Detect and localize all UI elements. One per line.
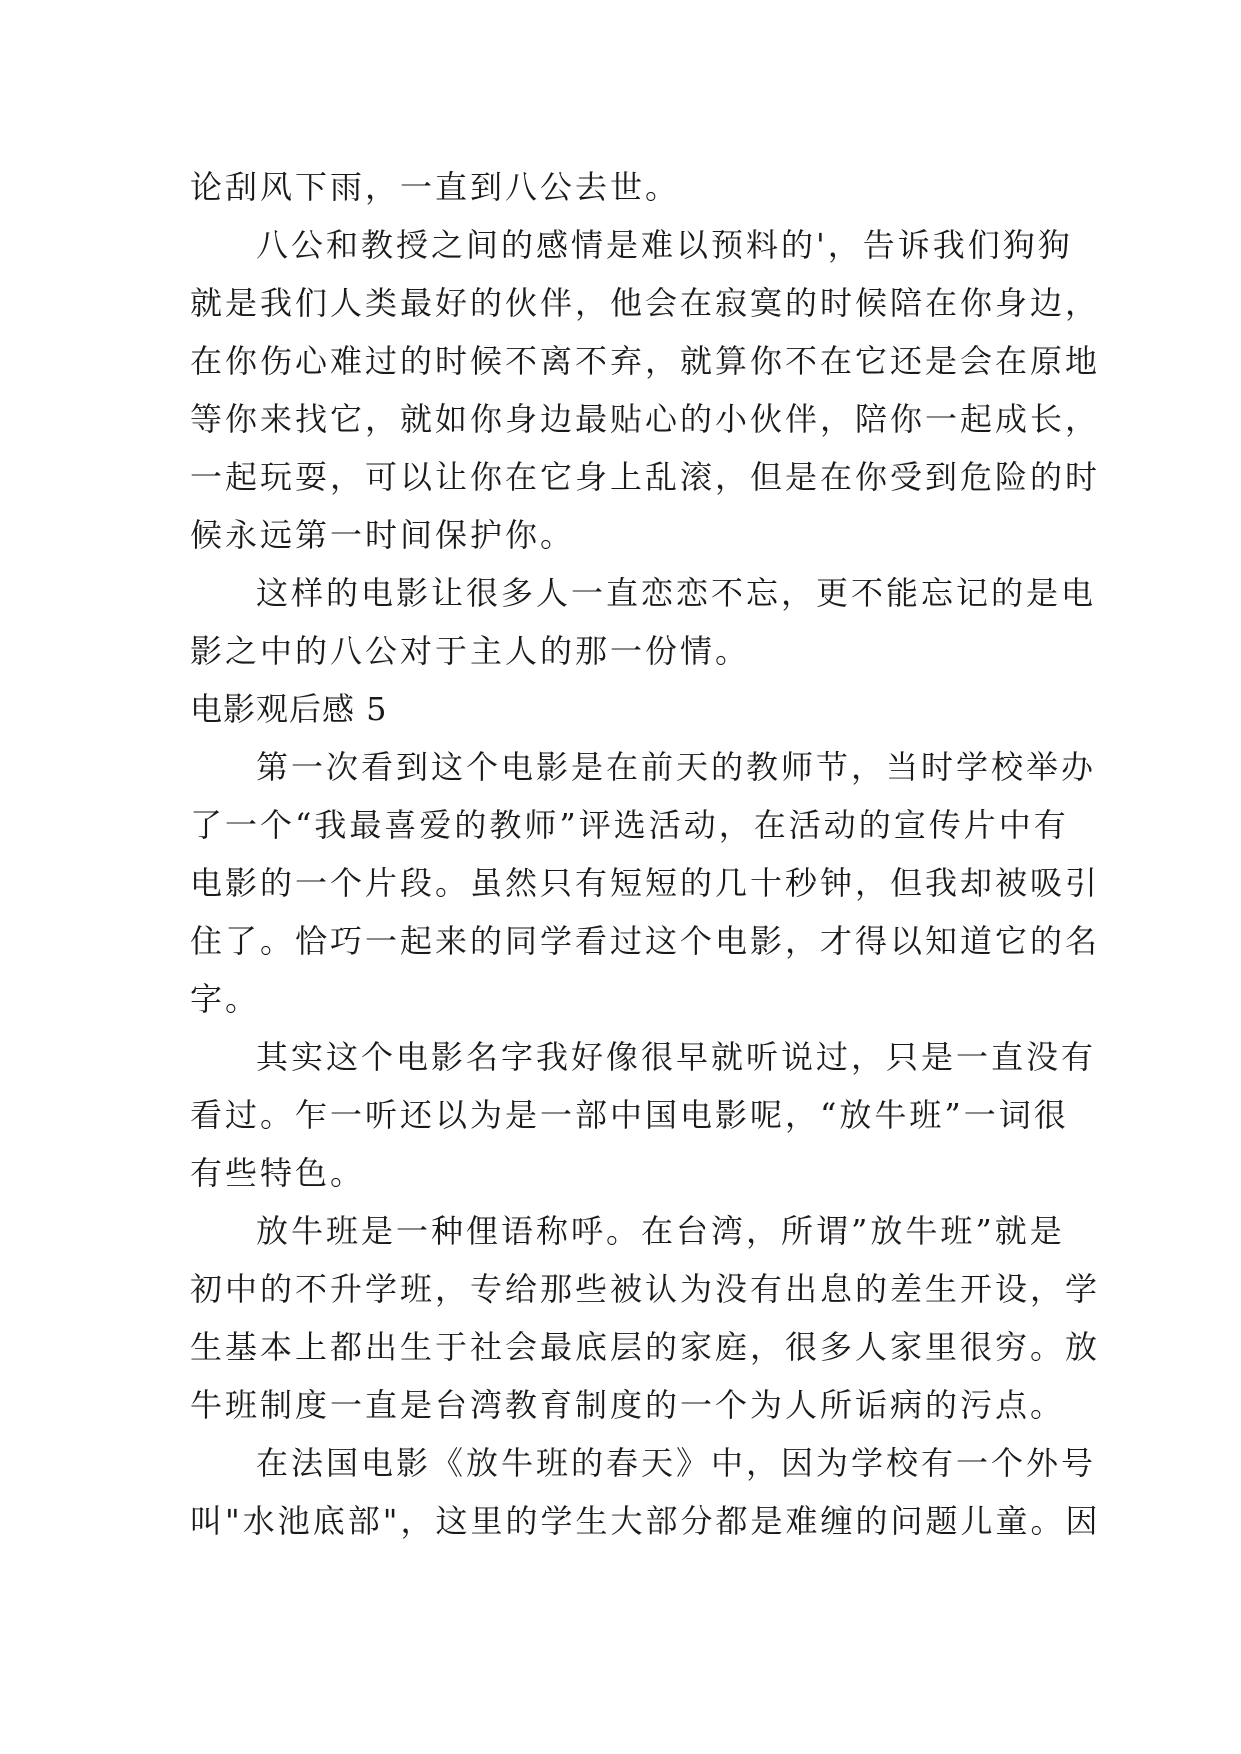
section-heading: 电影观后感 5 [190, 690, 388, 728]
text-line: 字。 [190, 980, 261, 1018]
text-line: 在你伤心难过的时候不离不弃，就算你不在它还是会在原地 [190, 342, 1101, 380]
text-line: 一起玩耍，可以让你在它身上乱滚，但是在你受到危险的时 [190, 458, 1101, 496]
text-line: 论刮风下雨，一直到八公去世。 [190, 168, 681, 206]
paragraph-first-line: 其实这个电影名字我好像很早就听说过，只是一直没有 [256, 1038, 1097, 1076]
text-line: 牛班制度一直是台湾教育制度的一个为人所诟病的污点。 [190, 1386, 1066, 1424]
text-line: 看过。乍一听还以为是一部中国电影呢，“放牛班”一词很 [190, 1096, 1069, 1134]
document-body [190, 158, 1101, 1550]
text-line: 生基本上都出生于社会最底层的家庭，很多人家里很穷。放 [190, 1328, 1101, 1366]
paragraph-first-line: 这样的电影让很多人一直恋恋不忘，更不能忘记的是电 [256, 574, 1097, 612]
text-line: 住了。恰巧一起来的同学看过这个电影，才得以知道它的名 [190, 922, 1101, 960]
paragraph-first-line: 第一次看到这个电影是在前天的教师节，当时学校举办 [256, 748, 1097, 786]
text-line: 叫"水池底部"，这里的学生大部分都是难缠的问题儿童。因 [190, 1502, 1101, 1540]
paragraph-first-line: 放牛班是一种俚语称呼。在台湾，所谓”放牛班”就是 [256, 1212, 1065, 1250]
paragraph-first-line: 在法国电影《放牛班的春天》中，因为学校有一个外号 [256, 1444, 1097, 1482]
text-line: 了一个“我最喜爱的教师”评选活动，在活动的宣传片中有 [190, 806, 1069, 844]
text-line: 候永远第一时间保护你。 [190, 516, 576, 554]
text-line: 初中的不升学班，专给那些被认为没有出息的差生开设，学 [190, 1270, 1101, 1308]
text-line: 等你来找它，就如你身边最贴心的小伙伴，陪你一起成长， [190, 400, 1101, 438]
paragraph-first-line: 八公和教授之间的感情是难以预料的'，告诉我们狗狗 [256, 226, 1073, 264]
text-line: 就是我们人类最好的伙伴，他会在寂寞的时候陪在你身边， [190, 284, 1101, 322]
text-line: 电影的一个片段。虽然只有短短的几十秒钟，但我却被吸引 [190, 864, 1101, 902]
text-line: 有些特色。 [190, 1154, 366, 1192]
text-line: 影之中的八公对于主人的那一份情。 [190, 632, 751, 670]
